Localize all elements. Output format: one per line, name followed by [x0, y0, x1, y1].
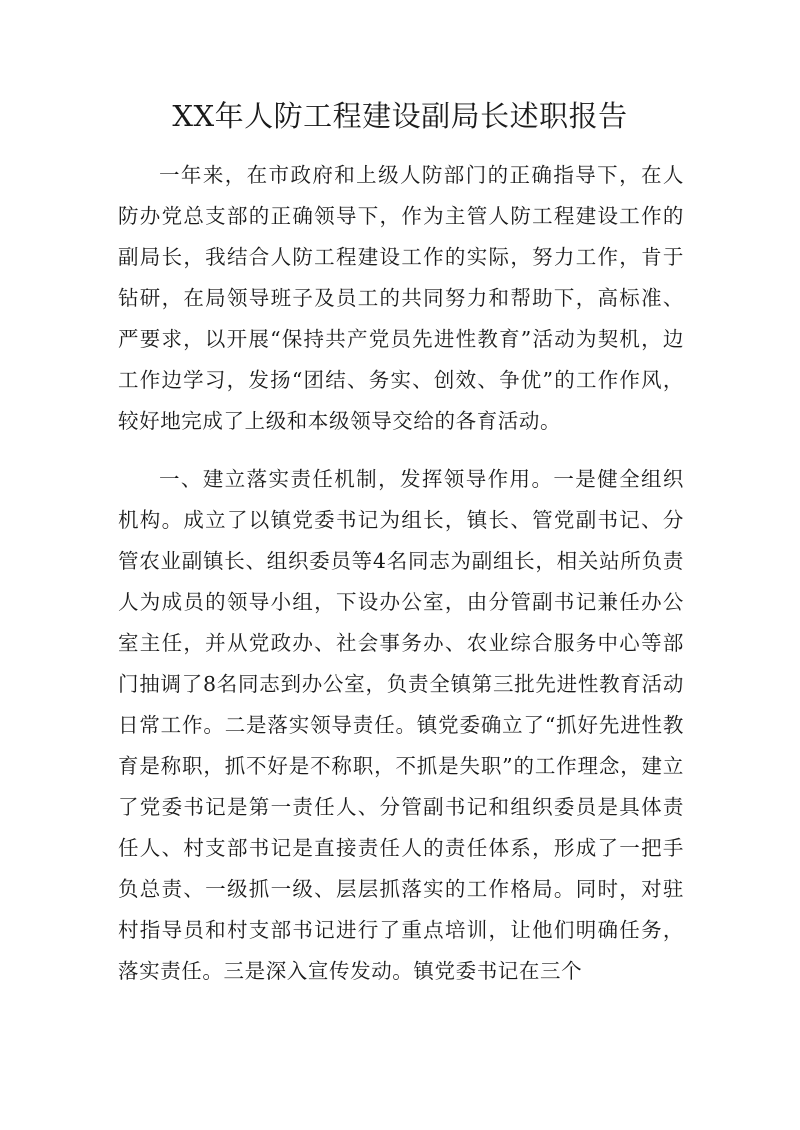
document-title: XX年人防工程建设副局长述职报告	[172, 99, 628, 133]
paragraph-intro: 一年来，在市政府和上级人防部门的正确指导下，在人防办党总支部的正确领导下，作为主管人防工程建设工作的副局长，我结合人防工程建设工作的实际，努力工作，肯于钻研，在局领导班子及员工的共同努力和帮助下，高标准、严要求，以开展“保持共产党员先进性教育”活动为契机，边工作边学习，发扬“团结、务实、创效、争优”的工作作风，较好地完成了上级和本级领导交给的各育活动。	[118, 163, 684, 433]
paragraph-section-one: 一、建立落实责任机制，发挥领导作用。一是健全组织机构。成立了以镇党委书记为组长，镇长、管党副书记、分管农业副镇长、组织委员等4名同志为副组长，相关站所负责人为成员的领导小组，下设办公室，由分管副书记兼任办公室主任，并从党政办、社会事务办、农业综合服务中心等部门抽调了8名同志到办公室，负责全镇第三批先进性教育活动日常工作。二是落实领导责任。镇党委确立了“抓好先进性教育是称职，抓不好是不称职，不抓是失职”的工作理念，建立了党委书记是第一责任人、分管副书记和组织委员是具体责任人、村支部书记是直接责任人的责任体系，形成了一把手负总责、一级抓一级、层层抓落实的工作格局。同时，对驻村指导员和村支部书记进行了重点培训，让他们明确任务，落实责任。三是深入宣传发动。镇党委书记在三个	[118, 467, 684, 983]
